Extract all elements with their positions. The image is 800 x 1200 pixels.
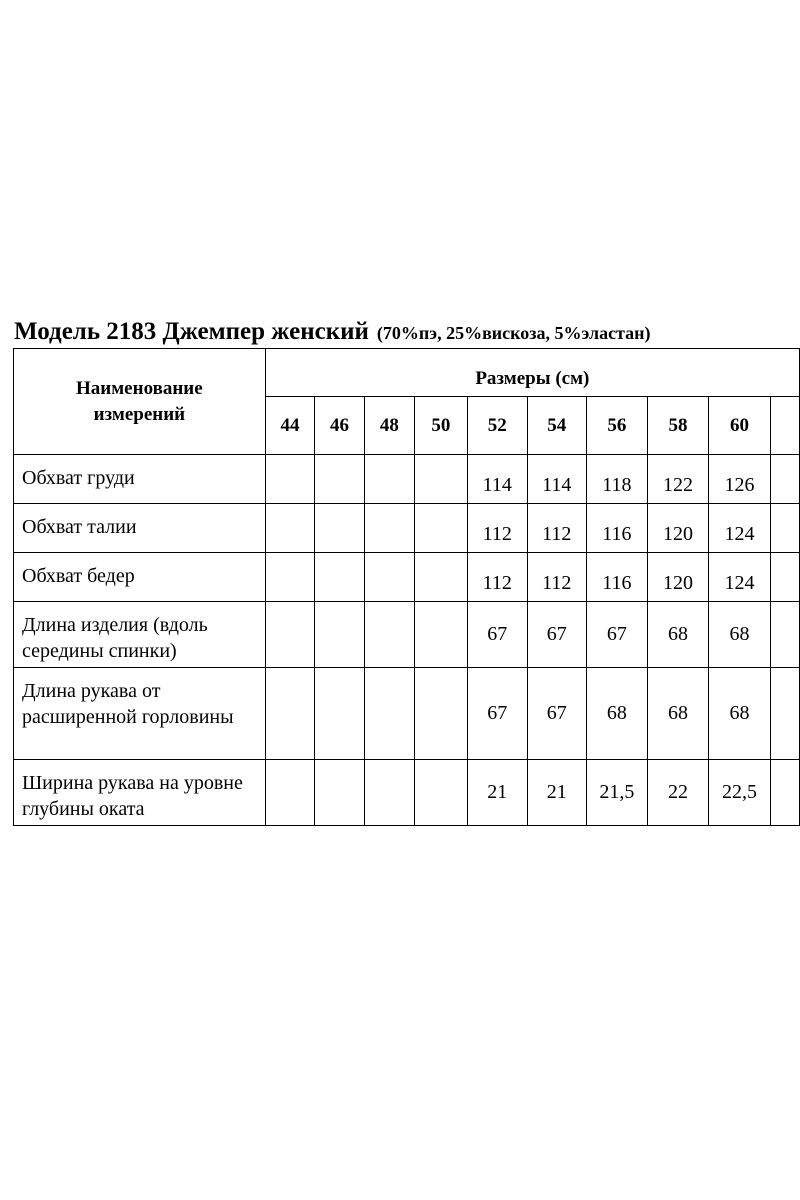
value-cell: 116 bbox=[586, 553, 648, 602]
table-row bbox=[14, 455, 800, 504]
size-table bbox=[13, 348, 800, 826]
table-row bbox=[14, 553, 800, 602]
value-cell bbox=[364, 668, 414, 760]
empty-cell bbox=[771, 504, 800, 553]
empty-cell bbox=[771, 397, 800, 455]
value-cell bbox=[315, 455, 365, 504]
value-cell: 112 bbox=[467, 553, 527, 602]
sizes-header: Размеры (см) bbox=[265, 349, 799, 397]
value-cell bbox=[315, 553, 365, 602]
value-cell: 124 bbox=[708, 504, 771, 553]
table-row bbox=[14, 668, 800, 760]
value-cell: 114 bbox=[527, 455, 586, 504]
value-cell: 68 bbox=[708, 602, 771, 668]
value-cell: 114 bbox=[467, 455, 527, 504]
composition-note: (70%пэ, 25%вискоза, 5%эластан) bbox=[376, 323, 651, 343]
value-cell: 68 bbox=[648, 602, 709, 668]
size-60: 60 bbox=[708, 397, 771, 455]
value-cell: 67 bbox=[586, 602, 648, 668]
value-cell: 67 bbox=[527, 668, 586, 760]
size-52: 52 bbox=[467, 397, 527, 455]
value-cell: 21 bbox=[527, 760, 586, 826]
empty-cell bbox=[771, 455, 800, 504]
table-row bbox=[14, 760, 800, 826]
value-cell bbox=[415, 760, 467, 826]
value-cell bbox=[265, 455, 315, 504]
name-header bbox=[14, 349, 266, 455]
document-title bbox=[14, 318, 650, 346]
value-cell bbox=[415, 504, 467, 553]
value-cell: 116 bbox=[586, 504, 648, 553]
value-cell bbox=[315, 760, 365, 826]
value-cell bbox=[265, 553, 315, 602]
value-cell bbox=[415, 668, 467, 760]
value-cell: 22 bbox=[648, 760, 709, 826]
row-label: Ширина рукава на уровне глубины оката bbox=[14, 760, 266, 826]
value-cell: 68 bbox=[586, 668, 648, 760]
value-cell: 124 bbox=[708, 553, 771, 602]
value-cell: 21,5 bbox=[586, 760, 648, 826]
value-cell bbox=[265, 668, 315, 760]
value-cell: 68 bbox=[648, 668, 709, 760]
table-row bbox=[14, 504, 800, 553]
empty-cell bbox=[771, 668, 800, 760]
model-title: Модель 2183 Джемпер женский bbox=[14, 318, 369, 345]
size-46: 46 bbox=[315, 397, 365, 455]
value-cell bbox=[265, 760, 315, 826]
value-cell: 122 bbox=[648, 455, 709, 504]
table-header-row bbox=[14, 349, 800, 397]
name-header-line2: измерений bbox=[93, 403, 186, 425]
value-cell: 126 bbox=[708, 455, 771, 504]
value-cell bbox=[265, 504, 315, 553]
value-cell bbox=[415, 602, 467, 668]
value-cell bbox=[415, 455, 467, 504]
value-cell bbox=[364, 602, 414, 668]
value-cell: 120 bbox=[648, 504, 709, 553]
row-label: Длина рукава от расширенной горловины bbox=[14, 668, 266, 760]
size-56: 56 bbox=[586, 397, 648, 455]
empty-cell bbox=[771, 602, 800, 668]
value-cell bbox=[315, 668, 365, 760]
value-cell: 68 bbox=[708, 668, 771, 760]
value-cell bbox=[315, 602, 365, 668]
value-cell bbox=[415, 553, 467, 602]
value-cell: 67 bbox=[467, 602, 527, 668]
value-cell: 67 bbox=[527, 602, 586, 668]
empty-cell bbox=[771, 760, 800, 826]
row-label: Длина изделия (вдоль середины спинки) bbox=[14, 602, 266, 668]
value-cell: 67 bbox=[467, 668, 527, 760]
name-header-line1: Наименование bbox=[76, 377, 203, 399]
value-cell bbox=[315, 504, 365, 553]
value-cell bbox=[364, 760, 414, 826]
value-cell: 22,5 bbox=[708, 760, 771, 826]
value-cell: 112 bbox=[467, 504, 527, 553]
size-50: 50 bbox=[415, 397, 467, 455]
value-cell bbox=[265, 602, 315, 668]
size-54: 54 bbox=[527, 397, 586, 455]
row-label: Обхват бедер bbox=[14, 553, 266, 602]
size-44: 44 bbox=[265, 397, 315, 455]
size-48: 48 bbox=[364, 397, 414, 455]
value-cell: 120 bbox=[648, 553, 709, 602]
value-cell bbox=[364, 553, 414, 602]
value-cell: 112 bbox=[527, 553, 586, 602]
value-cell: 112 bbox=[527, 504, 586, 553]
table-row bbox=[14, 602, 800, 668]
value-cell: 21 bbox=[467, 760, 527, 826]
size-58: 58 bbox=[648, 397, 709, 455]
empty-cell bbox=[771, 553, 800, 602]
row-label: Обхват груди bbox=[14, 455, 266, 504]
value-cell bbox=[364, 504, 414, 553]
value-cell: 118 bbox=[586, 455, 648, 504]
value-cell bbox=[364, 455, 414, 504]
row-label: Обхват талии bbox=[14, 504, 266, 553]
